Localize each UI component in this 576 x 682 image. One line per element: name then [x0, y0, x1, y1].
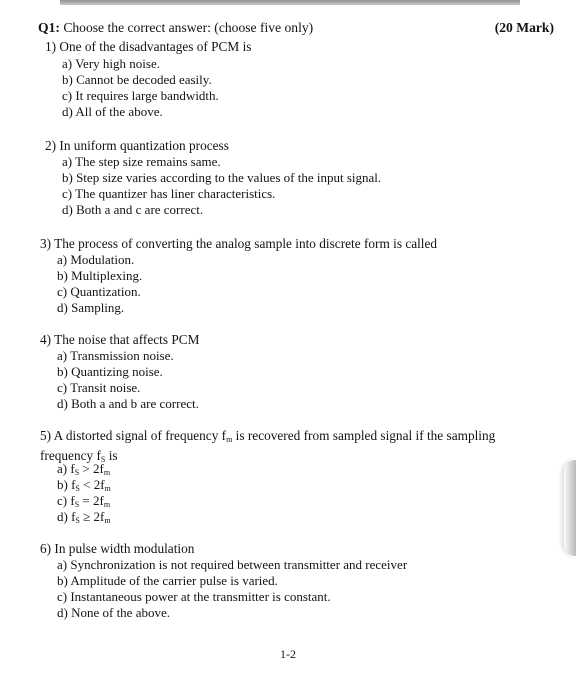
- option-b: b) Quantizing noise.: [57, 364, 163, 379]
- option-b: b) Cannot be decoded easily.: [62, 72, 212, 87]
- option-c: c) Quantization.: [57, 284, 141, 299]
- subscript-m: m: [104, 516, 111, 525]
- option-a: [57, 461, 110, 477]
- option-b: b) Step size varies according to the values of the input signal.: [62, 170, 382, 185]
- option-text: < 2f: [79, 477, 105, 492]
- option-d: d) Sampling.: [57, 300, 125, 315]
- option-text: b) f: [57, 477, 76, 492]
- stem-text: is: [105, 448, 118, 463]
- option-c: c) It requires large bandwidth.: [62, 88, 219, 103]
- question-stem: 4) The noise that affects PCM: [40, 332, 200, 347]
- question-stem: 3) The process of converting the analog sample into discrete form is called: [40, 236, 438, 251]
- question-header: [38, 20, 554, 38]
- subscript-s: S: [75, 484, 80, 493]
- option-d: d) All of the above.: [62, 104, 163, 119]
- option-a: a) Transmission noise.: [57, 348, 174, 363]
- option-b: b) Amplitude of the carrier pulse is varied.: [57, 573, 278, 588]
- option-c: c) Transit noise.: [57, 380, 141, 395]
- stem-text: 5) A distorted signal of frequency f: [40, 428, 227, 443]
- option-d: [57, 509, 111, 525]
- subscript-s: S: [100, 455, 106, 464]
- page-edge-handle: [564, 460, 576, 556]
- instruction-text: Choose the correct answer: (choose five only): [63, 20, 314, 35]
- option-a: a) Synchronization is not required between transmitter and receiver: [57, 557, 408, 572]
- question-label: Q1:: [38, 20, 60, 35]
- stem-text: is recovered from sampled signal if the sampling frequency f: [40, 428, 496, 463]
- subscript-s: S: [74, 468, 80, 477]
- subscript-s: S: [75, 516, 80, 525]
- instruction-line: [38, 20, 313, 36]
- marks-label: (20 Mark): [494, 20, 554, 35]
- option-d: d) None of the above.: [57, 605, 170, 620]
- option-d: d) Both a and b are correct.: [57, 396, 199, 411]
- option-text: d) f: [57, 509, 76, 524]
- question-stem: 1) One of the disadvantages of PCM is: [45, 39, 252, 54]
- option-text: > 2f: [79, 461, 104, 476]
- option-text: a) f: [57, 461, 75, 476]
- subscript-m: m: [104, 484, 111, 493]
- subscript-s: S: [74, 500, 80, 509]
- question-stem: 2) In uniform quantization process: [45, 138, 229, 153]
- option-a: a) Very high noise.: [62, 56, 160, 71]
- page-number: 1-2: [280, 647, 296, 661]
- option-c: [57, 493, 110, 509]
- option-b: b) Multiplexing.: [57, 268, 143, 283]
- option-c: c) Instantaneous power at the transmitter is constant.: [57, 589, 331, 604]
- subscript-m: m: [103, 500, 111, 509]
- option-text: = 2f: [79, 493, 104, 508]
- subscript-m: m: [226, 435, 233, 444]
- question-stem: 6) In pulse width modulation: [40, 541, 195, 556]
- subscript-m: m: [103, 468, 111, 477]
- option-text: c) f: [57, 493, 75, 508]
- option-d: d) Both a and c are correct.: [62, 202, 204, 217]
- option-a: a) The step size remains same.: [62, 154, 221, 169]
- question-stem: [40, 428, 530, 468]
- option-b: [57, 477, 111, 493]
- option-text: ≥ 2f: [79, 509, 105, 524]
- option-c: c) The quantizer has liner characteristics.: [62, 186, 276, 201]
- option-a: a) Modulation.: [57, 252, 135, 267]
